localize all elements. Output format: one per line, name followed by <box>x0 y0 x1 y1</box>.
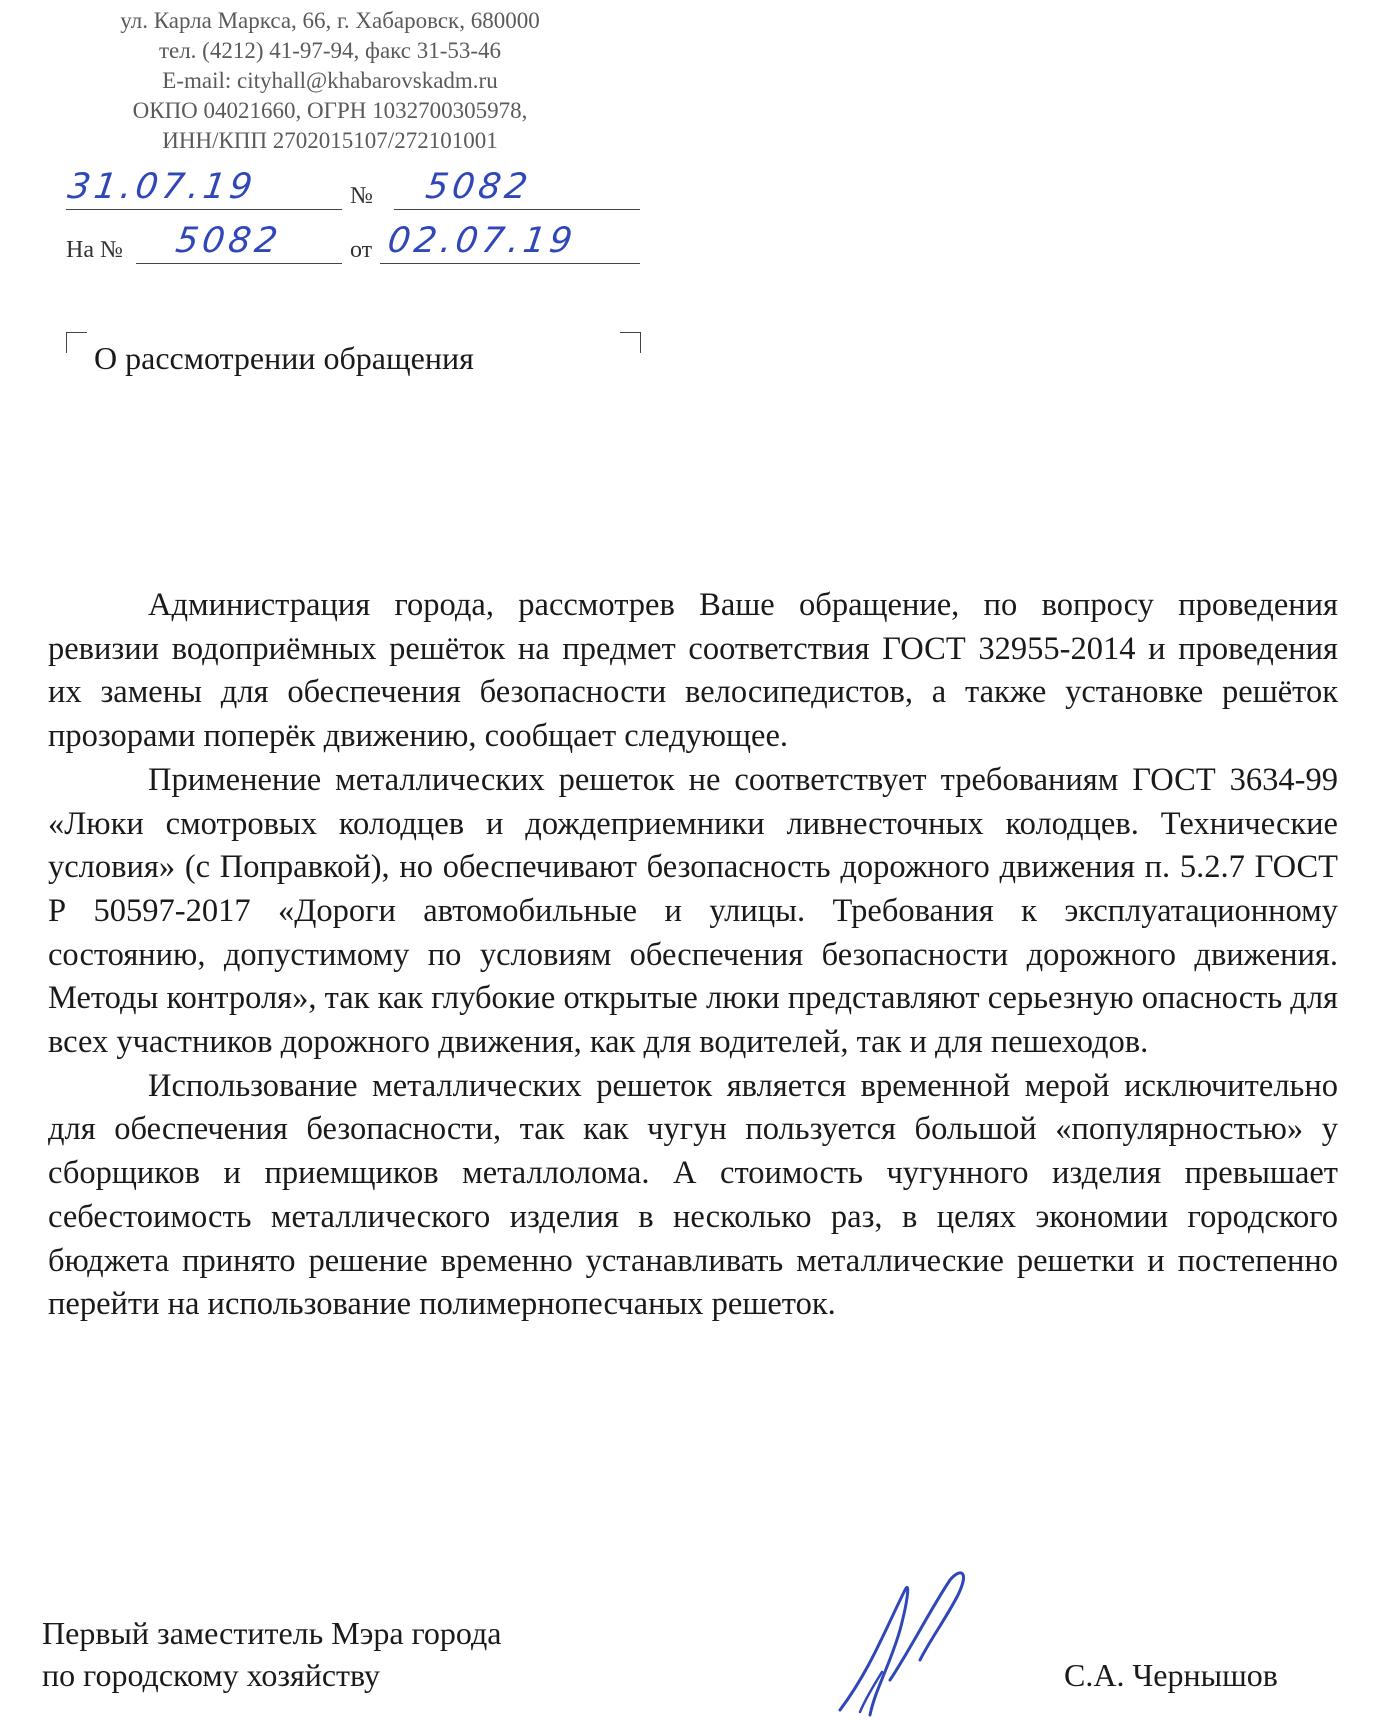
signatory-title-line1: Первый заместитель Мэра города <box>42 1615 502 1651</box>
registration-row-reply <box>0 221 650 270</box>
letterhead-email: E-mail: cityhall@khabarovskadm.ru <box>162 68 498 93</box>
date-underline <box>66 209 342 210</box>
reply-number-underline <box>136 263 342 264</box>
reply-date-underline <box>380 263 640 264</box>
letterhead-okpo: ОКПО 04021660, ОГРН 1032700305978, <box>132 98 528 123</box>
reply-date: 02.07.19 <box>385 221 579 261</box>
subject-bracket-left <box>66 332 87 353</box>
signatory-title-line2: по городскому хозяйству <box>42 1657 381 1693</box>
subject-bracket-right <box>620 332 641 353</box>
body-paragraph: Применение металлических решеток не соответствует требованиям ГОСТ 3634-99 «Люки смотровых колодцев и дождеприемники ливнесточных колодцев. Технические условия» (с Поправкой), но обеспечивают безопасность дорожного движения п. 5.2.7 ГОСТ Р 50597-2017 «Дороги автомобильные и улицы. Требования к эксплуатационному состоянию, допустимому по условиям обеспечения безопасности дорожного движения. Методы контроля», так как глубокие открытые люки представляют серьезную опасность для всех участников дорожного движения, как для водителей, так и для пешеходов. <box>48 761 1338 1061</box>
letterhead-inn: ИНН/КПП 2702015107/272101001 <box>162 128 498 153</box>
outgoing-number: 5082 <box>423 167 534 207</box>
subject-line: О рассмотрении обращения <box>94 340 474 376</box>
reply-label: На № <box>66 237 123 263</box>
letterhead <box>40 6 620 156</box>
letterhead-phone: тел. (4212) 41-97-94, факс 31-53-46 <box>158 38 502 63</box>
letter-body <box>48 584 1338 1327</box>
from-label: от <box>350 237 373 263</box>
reply-number: 5082 <box>173 221 284 261</box>
body-paragraph: Использование металлических решеток является временной мерой исключительно для обеспечения безопасности, так как чугун пользуется большой «популярностью» у сборщиков и приемщиков металлолома. А стоимость чугунного изделия превышает себестоимость металлического изделия в несколько раз, в целях экономии городского бюджета принято решение временно устанавливать металлические решетки и постепенно перейти на использование полимернопесчаных решеток. <box>48 1067 1338 1323</box>
letterhead-address: ул. Карла Маркса, 66, г. Хабаровск, 680000 <box>120 8 540 33</box>
number-underline <box>394 209 640 210</box>
signatory-title <box>42 1612 501 1696</box>
outgoing-date: 31.07.19 <box>65 167 259 207</box>
number-label: № <box>350 183 373 209</box>
handwritten-signature-icon <box>830 1560 1000 1720</box>
body-paragraph: Администрация города, рассмотрев Ваше обращение, по вопросу проведения ревизии водоприёмных решёток на предмет соответствия ГОСТ 32955-2014 и проведения их замены для обеспечения безопасности велосипедистов, а также установке решёток прозорами поперёк движению, сообщает следующее. <box>48 587 1338 755</box>
registration-row-outgoing <box>0 167 650 216</box>
signatory-name: С.А. Чернышов <box>1064 1657 1278 1693</box>
